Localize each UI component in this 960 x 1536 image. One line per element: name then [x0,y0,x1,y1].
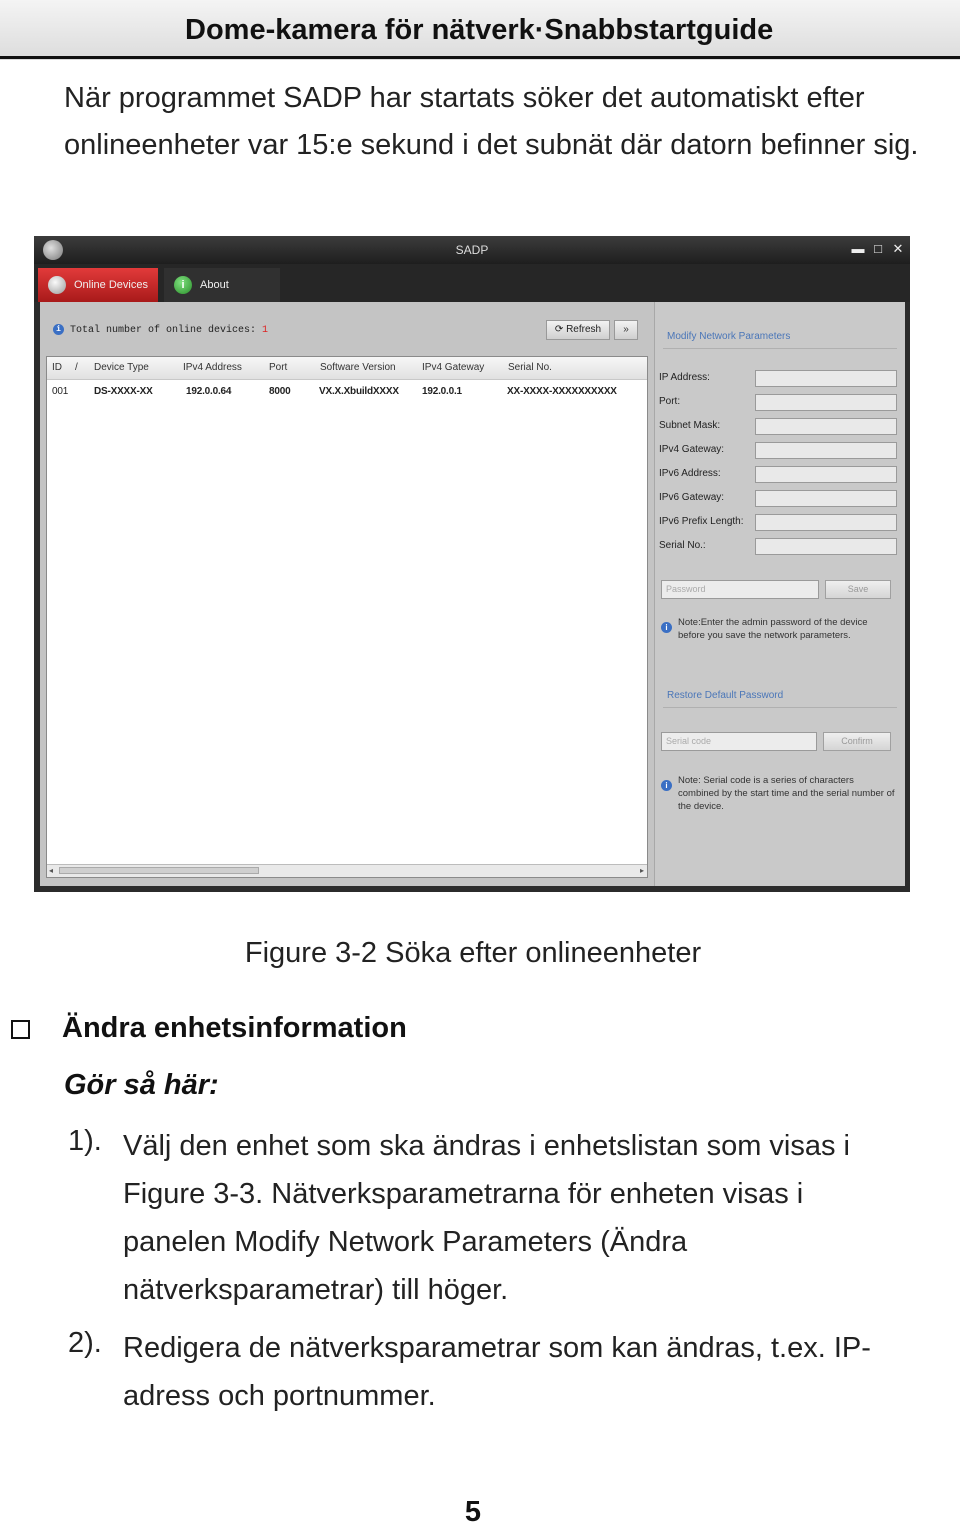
cell-device-type: DS-XXXX-XX [94,386,153,397]
modify-network-panel [654,302,905,886]
serial-code-input[interactable]: Serial code [661,732,817,751]
ipv4-gateway-input[interactable] [755,442,897,459]
minimize-button[interactable]: ▬ [851,241,865,256]
info-icon: i [174,276,192,294]
tab-online-devices[interactable] [38,268,158,302]
field-label-port: Port: [659,396,681,407]
ipv6-address-input[interactable] [755,466,897,483]
field-label-ipv4-gateway: IPv4 Gateway: [659,444,725,455]
total-devices-label: Total number of online devices: [70,325,257,337]
cell-id: 001 [52,386,69,397]
window-titlebar [34,236,910,264]
column-header-ipv4-address[interactable]: IPv4 Address [183,362,242,373]
sadp-screenshot [34,236,910,892]
info-icon: i [661,622,672,633]
password-input[interactable]: Password [661,580,819,599]
scroll-left-icon[interactable]: ◂ [49,866,54,875]
page-number: 5 [464,1496,482,1528]
column-header-ipv4-gateway[interactable]: IPv4 Gateway [422,362,485,373]
scrollbar-thumb[interactable] [59,867,259,874]
save-button[interactable]: Save [825,580,891,599]
cell-ipv4-gateway: 192.0.0.1 [422,386,462,397]
modify-note [661,616,897,642]
port-input[interactable] [755,394,897,411]
figure-caption: Figure 3-2 Söka efter onlineenheter [244,937,702,969]
tab-about-label: About [200,279,229,291]
user-icon [48,276,66,294]
restore-panel-heading: Restore Default Password [667,690,784,701]
tab-about[interactable] [164,268,280,302]
device-table [46,356,648,878]
field-label-subnet-mask: Subnet Mask: [659,420,721,431]
horizontal-scrollbar[interactable] [47,864,647,877]
restore-note [661,774,897,813]
ipv6-prefix-length-input[interactable] [755,514,897,531]
panel-divider [663,348,897,349]
tab-online-devices-label: Online Devices [74,279,148,291]
tab-bar [34,264,910,302]
device-list-toolbar [40,302,650,352]
cell-serial-no: XX-XXXX-XXXXXXXXXX [507,386,617,397]
step-text: Välj den enhet som ska ändras i enhetslistan som visas i Figure 3-3. Nätverksparametrarna för enheten visas i panelen Modify Network Parameters (Ändra nätverksparametrar) till höger. [123,1130,850,1306]
cell-ipv4-address: 192.0.0.64 [186,386,232,397]
subnet-mask-input[interactable] [755,418,897,435]
total-devices-count: 1 [262,325,269,337]
checkbox-icon [11,1020,30,1039]
cell-port: 8000 [269,386,291,397]
confirm-button[interactable]: Confirm [823,732,891,751]
header-rule [0,56,960,59]
intro-paragraph: När programmet SADP har startats söker det automatiskt efter onlineenheter var 15:e sekund i det subnät där datorn befinner sig. [64,82,919,161]
restore-note-text: Note: Serial code is a series of characters combined by the start time and the serial number of the device. [678,775,895,812]
window-title: SADP [455,243,489,257]
info-icon: i [53,324,64,335]
panel-divider [663,707,897,708]
column-header-port[interactable]: Port [269,362,288,373]
step-text: Redigera de nätverksparametrar som kan ändras, t.ex. IP-adress och portnummer. [123,1332,871,1412]
section-title: Ändra enhetsinformation [62,1012,407,1044]
refresh-icon: ⟳ [554,324,567,335]
close-button[interactable]: ✕ [892,241,904,256]
field-label-ipv6-prefix-length: IPv6 Prefix Length: [659,516,744,527]
refresh-label: Refresh [566,324,602,335]
maximize-button[interactable]: □ [874,241,882,256]
column-header-id[interactable]: ID [52,362,62,373]
column-header-software-version[interactable]: Software Version [320,362,396,373]
header-title: Dome-kamera för nätverk·Snabbstartguide [185,14,774,46]
total-devices [53,324,268,336]
field-label-ip-address: IP Address: [659,372,710,383]
table-header [47,357,647,380]
field-label-ipv6-address: IPv6 Address: [659,468,721,479]
column-header-sort[interactable]: / [75,362,78,373]
modify-note-text: Note:Enter the admin password of the device before you save the network parameters. [678,617,868,641]
refresh-button[interactable] [546,320,610,340]
expand-panel-button[interactable]: » [614,320,638,340]
page-header [0,0,960,60]
ipv6-gateway-input[interactable] [755,490,897,507]
column-header-serial-no[interactable]: Serial No. [508,362,552,373]
main-content [40,302,904,886]
cell-software-version: VX.X.XbuildXXXX [319,386,399,397]
field-label-serial-no: Serial No.: [659,540,706,551]
ip-address-input[interactable] [755,370,897,387]
step-number: 1). [68,1125,102,1157]
steps-label: Gör så här: [64,1069,219,1101]
serial-no-input[interactable] [755,538,897,555]
modify-panel-heading: Modify Network Parameters [667,331,791,342]
step-number: 2). [68,1327,102,1359]
scroll-right-icon[interactable]: ▸ [639,866,644,875]
column-header-device-type[interactable]: Device Type [94,362,149,373]
info-icon: i [661,780,672,791]
field-label-ipv6-gateway: IPv6 Gateway: [659,492,725,503]
